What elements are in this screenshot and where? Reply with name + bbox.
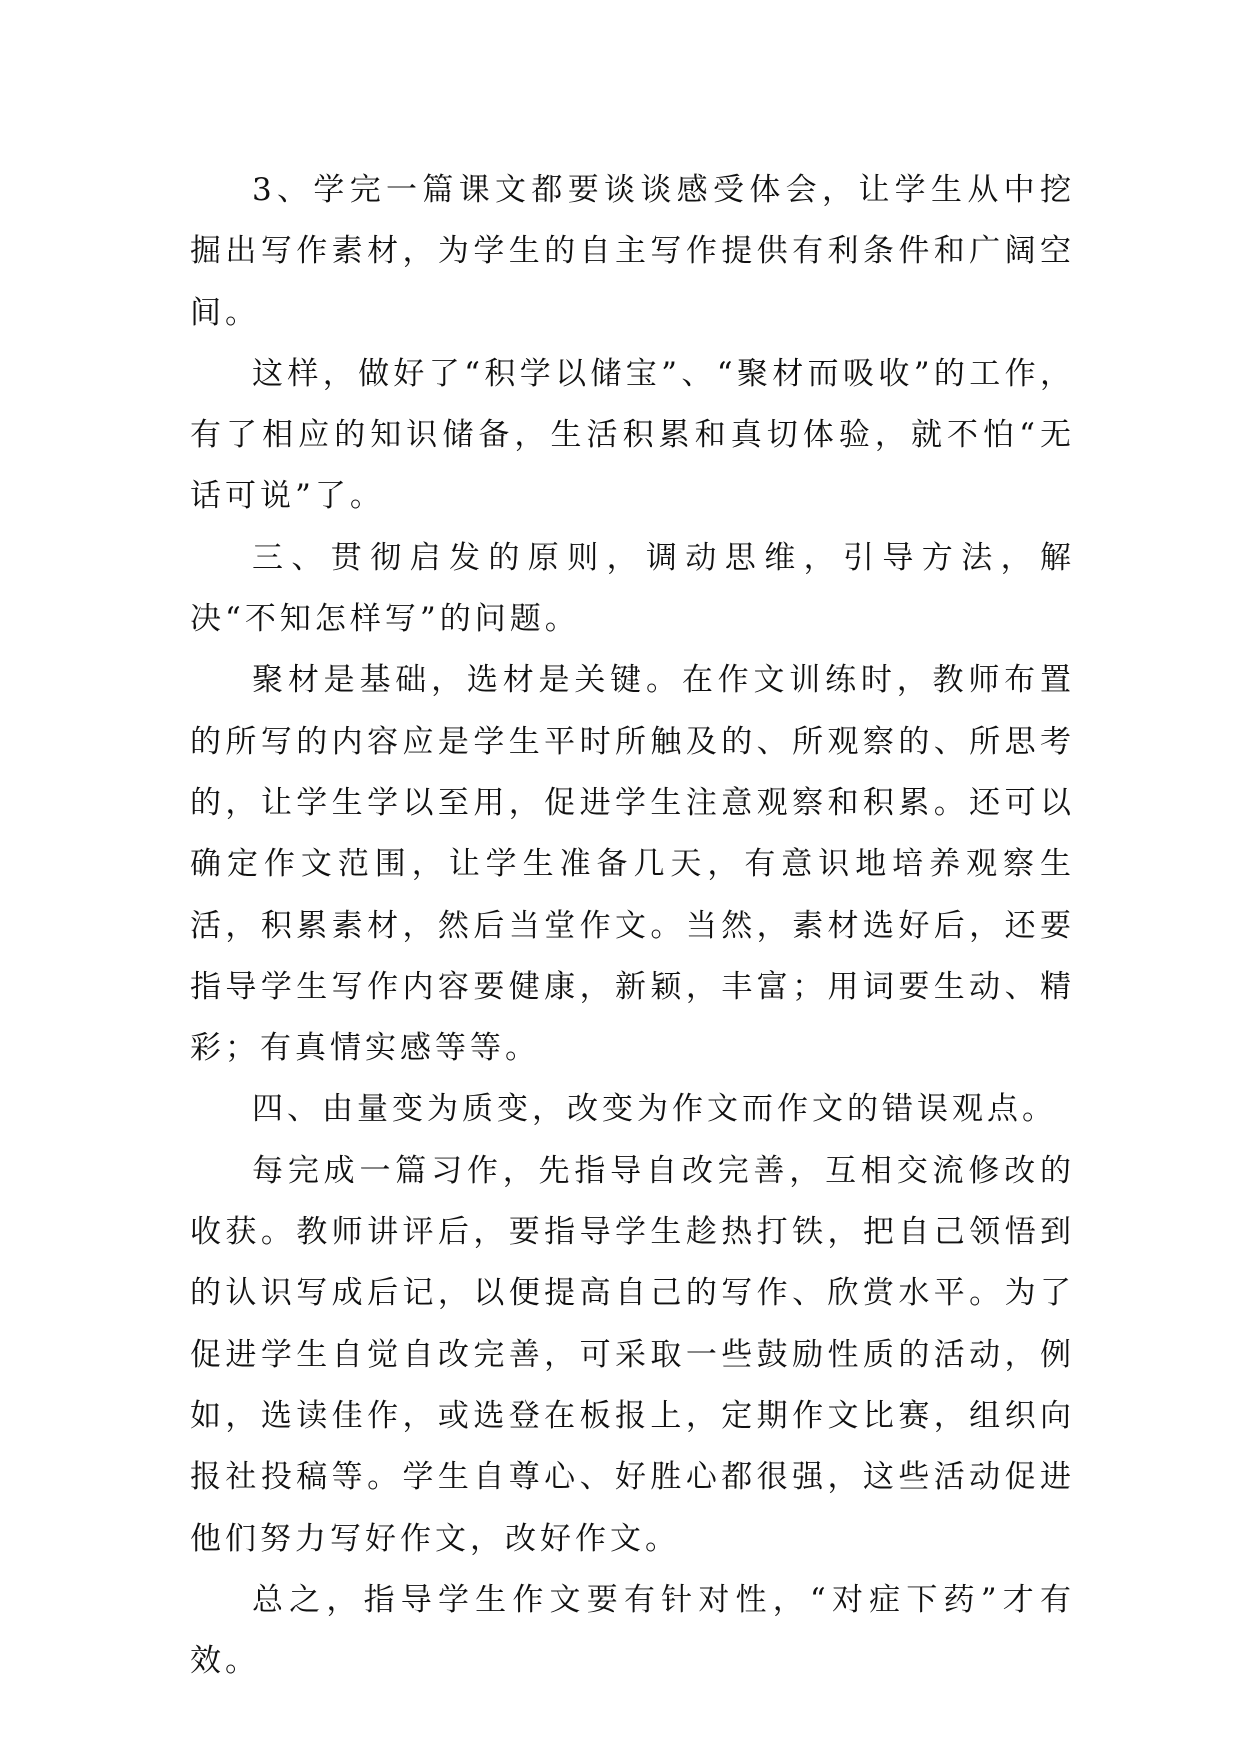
paragraph-1: 3、学完一篇课文都要谈谈感受体会，让学生从中挖掘出写作素材，为学生的自主写作提供有利条件和广阔空间。 — [190, 172, 1075, 331]
paragraph-6: 每完成一篇习作，先指导自改完善，互相交流修改的收获。教师讲评后，要指导学生趁热打铁，把自己领悟到的认识写成后记，以便提高自己的写作、欣赏水平。为了促进学生自觉自改完善，可采取一些鼓励性质的活动，例如，选读佳作，或选登在板报上，定期作文比赛，组织向报社投稿等。学生自尊心、好胜心都很强，这些活动促进他们努力写好作文，改好作文。 — [190, 1152, 1075, 1557]
paragraph-2: 这样，做好了“积学以储宝”、“聚材而吸收”的工作，有了相应的知识储备，生活积累和真切体验，就不怕“无话可说”了。 — [190, 355, 1075, 515]
paragraph-3: 三、贯彻启发的原则，调动思维，引导方法，解决“不知怎样写”的问题。 — [190, 539, 1075, 638]
paragraph-7: 总之，指导学生作文要有针对性，“对症下药”才有效。 — [190, 1581, 1075, 1680]
paragraph-5: 四、由量变为质变，改变为作文而作文的错误观点。 — [252, 1091, 1057, 1128]
document-body — [190, 160, 1075, 1692]
paragraph-4: 聚材是基础，选材是关键。在作文训练时，教师布置的所写的内容应是学生平时所触及的、所观察的、所思考的，让学生学以至用，促进学生注意观察和积累。还可以确定作文范围，让学生准备几天，有意识地培养观察生活，积累素材，然后当堂作文。当然，素材选好后，还要指导学生写作内容要健康，新颖，丰富；用词要生动、精彩；有真情实感等等。 — [190, 662, 1075, 1067]
